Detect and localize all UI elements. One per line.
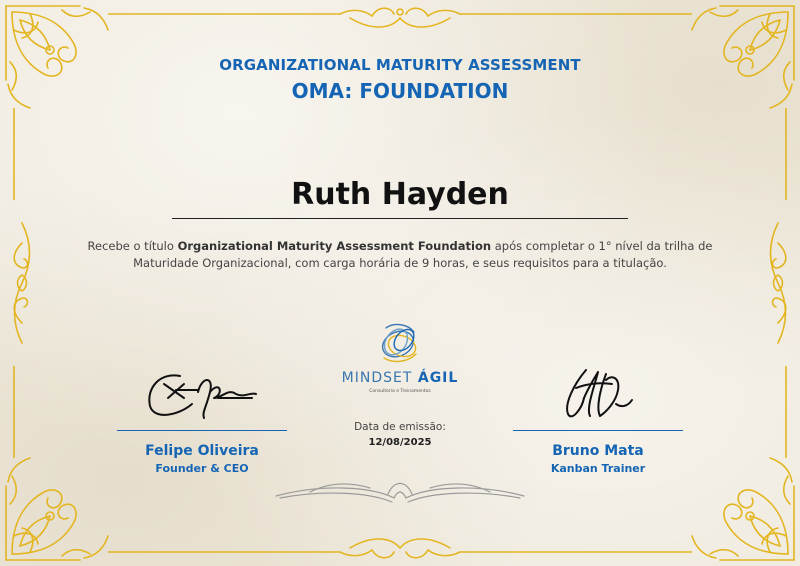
certificate-title: ORGANIZATIONAL MATURITY ASSESSMENT [219, 56, 581, 74]
bottom-ribbon-flourish [270, 472, 530, 506]
right-signatory-name: Bruno Mata [552, 443, 644, 459]
left-signatory-role: Founder & CEO [155, 462, 249, 475]
logo-word-agil: ÁGIL [417, 370, 459, 386]
issue-date-label: Data de emissão: [354, 421, 446, 433]
left-signature [140, 368, 260, 428]
body-prefix: Recebe o título [87, 239, 178, 253]
certificate-body [80, 238, 720, 272]
recipient-name: Ruth Hayden [291, 177, 509, 212]
right-signature [556, 364, 636, 426]
mindset-agil-logo-icon [368, 318, 432, 368]
logo-tagline: Consultoria e Treinamentos [369, 389, 431, 394]
body-suffix: após completar o 1° nível da trilha de Maturidade Organizacional, com carga horária de 9 horas, e seus requisitos para a titulação. [133, 239, 713, 270]
body-course-title: Organizational Maturity Assessment Foundation [177, 239, 492, 253]
recipient-underline [172, 218, 628, 219]
right-signature-line [513, 430, 683, 431]
left-signatory-name: Felipe Oliveira [145, 443, 259, 459]
left-signature-line [117, 430, 287, 431]
right-signatory-role: Kanban Trainer [550, 462, 646, 475]
issue-date: 12/08/2025 [368, 437, 432, 448]
certificate-subtitle: OMA: FOUNDATION [291, 79, 509, 103]
logo-word-mindset: MINDSET [341, 370, 418, 386]
logo-wordmark [300, 370, 500, 386]
